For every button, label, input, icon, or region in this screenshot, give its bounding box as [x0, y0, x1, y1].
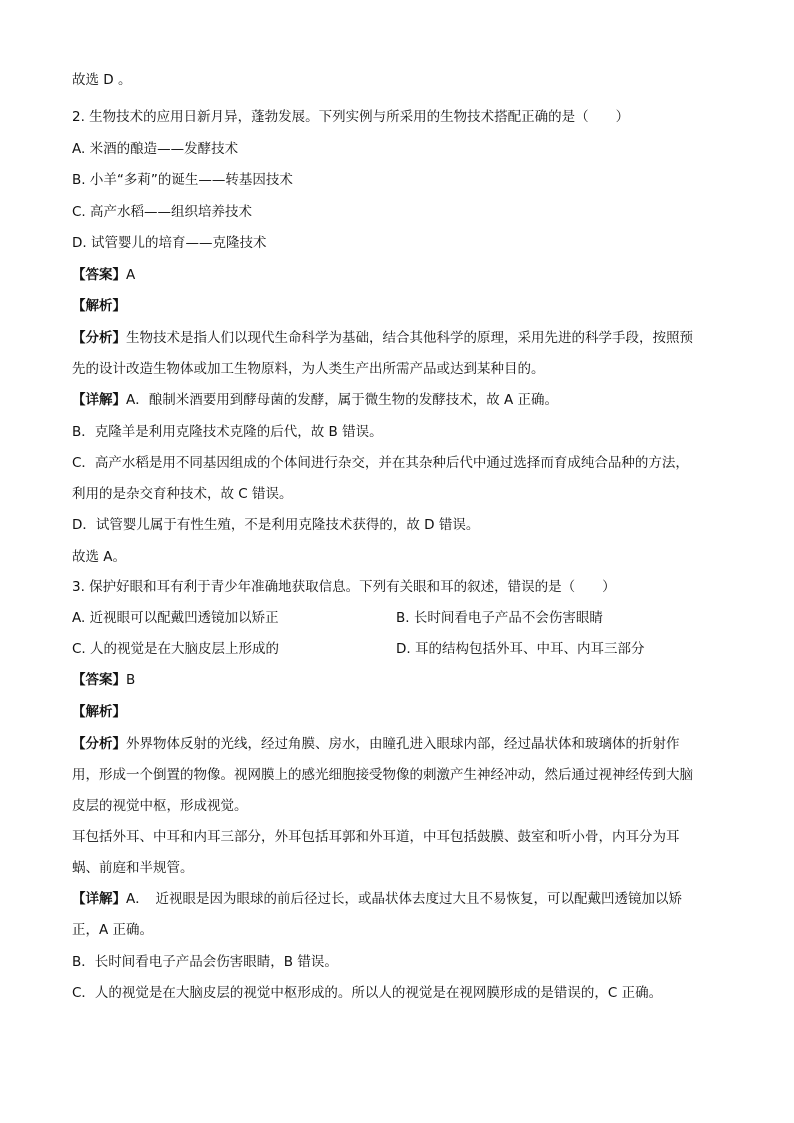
q2-fenxi-line-2: 先的设计改造生物体或加工生物原料，为人类生产出所需产品或达到某种目的。	[72, 361, 545, 377]
q2-conclusion: 故选 A。	[72, 549, 127, 565]
q3-xiangjie-line-2: 正，A 正确。	[72, 922, 154, 938]
previous-conclusion: 故选 D 。	[72, 72, 132, 88]
q2-analysis-tag	[72, 296, 722, 316]
q2-option-b: B. 小羊“多莉”的诞生——转基因技术	[72, 172, 293, 188]
q3-answer-value: B	[126, 672, 136, 688]
q2-fenxi-tag: 【分析】	[72, 330, 126, 346]
q2-answer-tag: 【答案】	[72, 267, 126, 283]
q2-option-a: A. 米酒的酿造——发酵技术	[72, 141, 239, 157]
q3-option-d: D. 耳的结构包括外耳、中耳、内耳三部分	[396, 641, 645, 657]
q3-fenxi-line-3: 皮层的视觉中枢，形成视觉。	[72, 798, 248, 814]
q2-xiangjie-line-1	[72, 390, 722, 410]
q2-answer	[72, 265, 722, 285]
q2-analysis-label: 【解析】	[72, 298, 126, 314]
q3-fenxi-line-4: 耳包括外耳、中耳和内耳三部分，外耳包括耳郭和外耳道，中耳包括鼓膜、鼓室和听小骨，内耳分为耳	[72, 829, 680, 845]
q3-xiangjie-tag: 【详解】	[72, 891, 126, 907]
q2-option-d: D. 试管婴儿的培育——克隆技术	[72, 235, 267, 251]
q2-xiangjie-line-4: 利用的是杂交育种技术，故 C 错误。	[72, 486, 293, 502]
q3-xiangjie-line-4: C．人的视觉是在大脑皮层的视觉中枢形成的。所以人的视觉是在视网膜形成的是错误的，C 正确。	[72, 985, 663, 1001]
q2-option-c: C. 高产水稻——组织培养技术	[72, 204, 253, 220]
q3-fenxi-line-1	[72, 734, 722, 754]
q3-xiangjie-line-3: B．长时间看电子产品会伤害眼睛，B 错误。	[72, 954, 338, 970]
q2-answer-value: A	[126, 267, 136, 283]
q3-answer	[72, 670, 722, 690]
q3-answer-tag: 【答案】	[72, 672, 126, 688]
question-3-stem: 3. 保护好眼和耳有利于青少年准确地获取信息。下列有关眼和耳的叙述，错误的是（ ）	[72, 579, 616, 595]
q2-xiangjie-line-5: D．试管婴儿属于有性生殖，不是利用克隆技术获得的，故 D 错误。	[72, 517, 480, 533]
q3-analysis-label: 【解析】	[72, 704, 126, 720]
q3-xiangjie-text-1: A． 近视眼是因为眼球的前后径过长，或晶状体去度过大且不易恢复，可以配戴凹透镜加以矫	[126, 891, 682, 907]
q2-xiangjie-tag: 【详解】	[72, 392, 126, 408]
q3-fenxi-text-1: 外界物体反射的光线，经过角膜、房水，由瞳孔进入眼球内部，经过晶状体和玻璃体的折射作	[126, 736, 680, 752]
q2-xiangjie-text-1: A．酿制米酒要用到酵母菌的发酵，属于微生物的发酵技术，故 A 正确。	[126, 392, 559, 408]
q2-xiangjie-line-2: B．克隆羊是利用克隆技术克隆的后代，故 B 错误。	[72, 424, 383, 440]
q2-xiangjie-line-3: C．高产水稻是用不同基因组成的个体间进行杂交，并在其杂种后代中通过选择而育成纯合品种的方法，	[72, 455, 689, 471]
q2-fenxi-line-1	[72, 328, 722, 348]
q3-fenxi-tag: 【分析】	[72, 736, 126, 752]
question-2-stem: 2. 生物技术的应用日新月异，蓬勃发展。下列实例与所采用的生物技术搭配正确的是（ ）	[72, 109, 630, 125]
q3-option-a: A. 近视眼可以配戴凹透镜加以矫正	[72, 610, 279, 626]
q3-option-b: B. 长时间看电子产品不会伤害眼睛	[396, 610, 603, 626]
q3-fenxi-line-5: 蜗、前庭和半规管。	[72, 860, 194, 876]
q3-xiangjie-line-1	[72, 889, 722, 909]
q3-analysis-tag	[72, 702, 722, 722]
q3-option-c: C. 人的视觉是在大脑皮层上形成的	[72, 641, 280, 657]
q2-fenxi-text-1: 生物技术是指人们以现代生命科学为基础，结合其他科学的原理，采用先进的科学手段，按照预	[126, 330, 693, 346]
q3-fenxi-line-2: 用，形成一个倒置的物像。视网膜上的感光细胞接受物像的刺激产生神经冲动，然后通过视神经传到大脑	[72, 767, 693, 783]
